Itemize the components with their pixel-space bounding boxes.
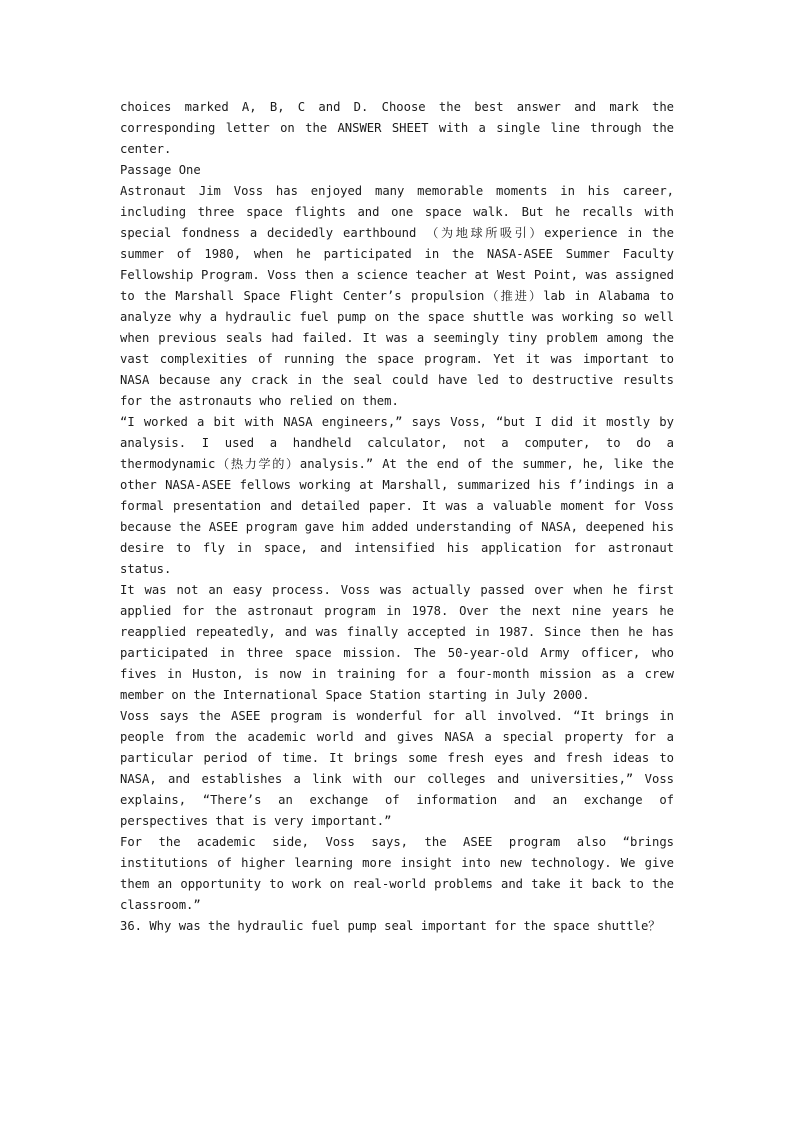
paragraph-5: For the academic side, Voss says, the ASEE program also “brings institutions of higher learning more insight into new technology. We give them an opportunity to work on real-world problems and take it back to the classroom.” <box>120 835 674 912</box>
passage-label: Passage One <box>120 163 201 177</box>
document-body <box>120 97 674 937</box>
paragraph-1: Astronaut Jim Voss has enjoyed many memorable moments in his career, including three space flights and one space walk. But he recalls with special fondness a decidedly earthbound （为地球所吸引）experience in the summer of 1980, when he participated in the NASA-ASEE Summer Faculty Fellowship Program. Voss then a science teacher at West Point, was assigned to the Marshall Space Flight Center’s propulsion（推进）lab in Alabama to analyze why a hydraulic fuel pump on the space shuttle was working so well when previous seals had failed. It was a seemingly tiny problem among the vast complexities of running the space program. Yet it was important to NASA because any crack in the seal could have led to destructive results for the astronauts who relied on them. <box>120 184 674 408</box>
paragraph-4: Voss says the ASEE program is wonderful for all involved. “It brings in people from the academic world and gives NASA a special property for a particular period of time. It brings some fresh eyes and fresh ideas to NASA, and establishes a link with our colleges and universities,” Voss explains, “There’s an exchange of information and an exchange of perspectives that is very important.” <box>120 709 674 828</box>
paragraph-3: It was not an easy process. Voss was actually passed over when he first applied for the astronaut program in 1978. Over the next nine years he reapplied repeatedly, and was finally accepted in 1987. Since then he has participated in three space mission. The 50-year-old Army officer, who fives in Huston, is now in training for a four-month mission as a crew member on the International Space Station starting in July 2000. <box>120 583 674 702</box>
instructions-text: choices marked A, B, C and D. Choose the best answer and mark the corresponding letter on the ANSWER SHEET with a single line through the center. <box>120 100 674 156</box>
question-36: 36. Why was the hydraulic fuel pump seal important for the space shuttle？ <box>120 919 661 933</box>
paragraph-2: “I worked a bit with NASA engineers,” says Voss, “but I did it mostly by analysis. I used a handheld calculator, not a computer, to do a thermodynamic（热力学的）analysis.” At the end of the summer, he, like the other NASA-ASEE fellows working at Marshall, summarized his f’indings in a formal presentation and detailed paper. It was a valuable moment for Voss because the ASEE program gave him added understanding of NASA, deepened his desire to fly in space, and intensified his application for astronaut status. <box>120 415 674 576</box>
